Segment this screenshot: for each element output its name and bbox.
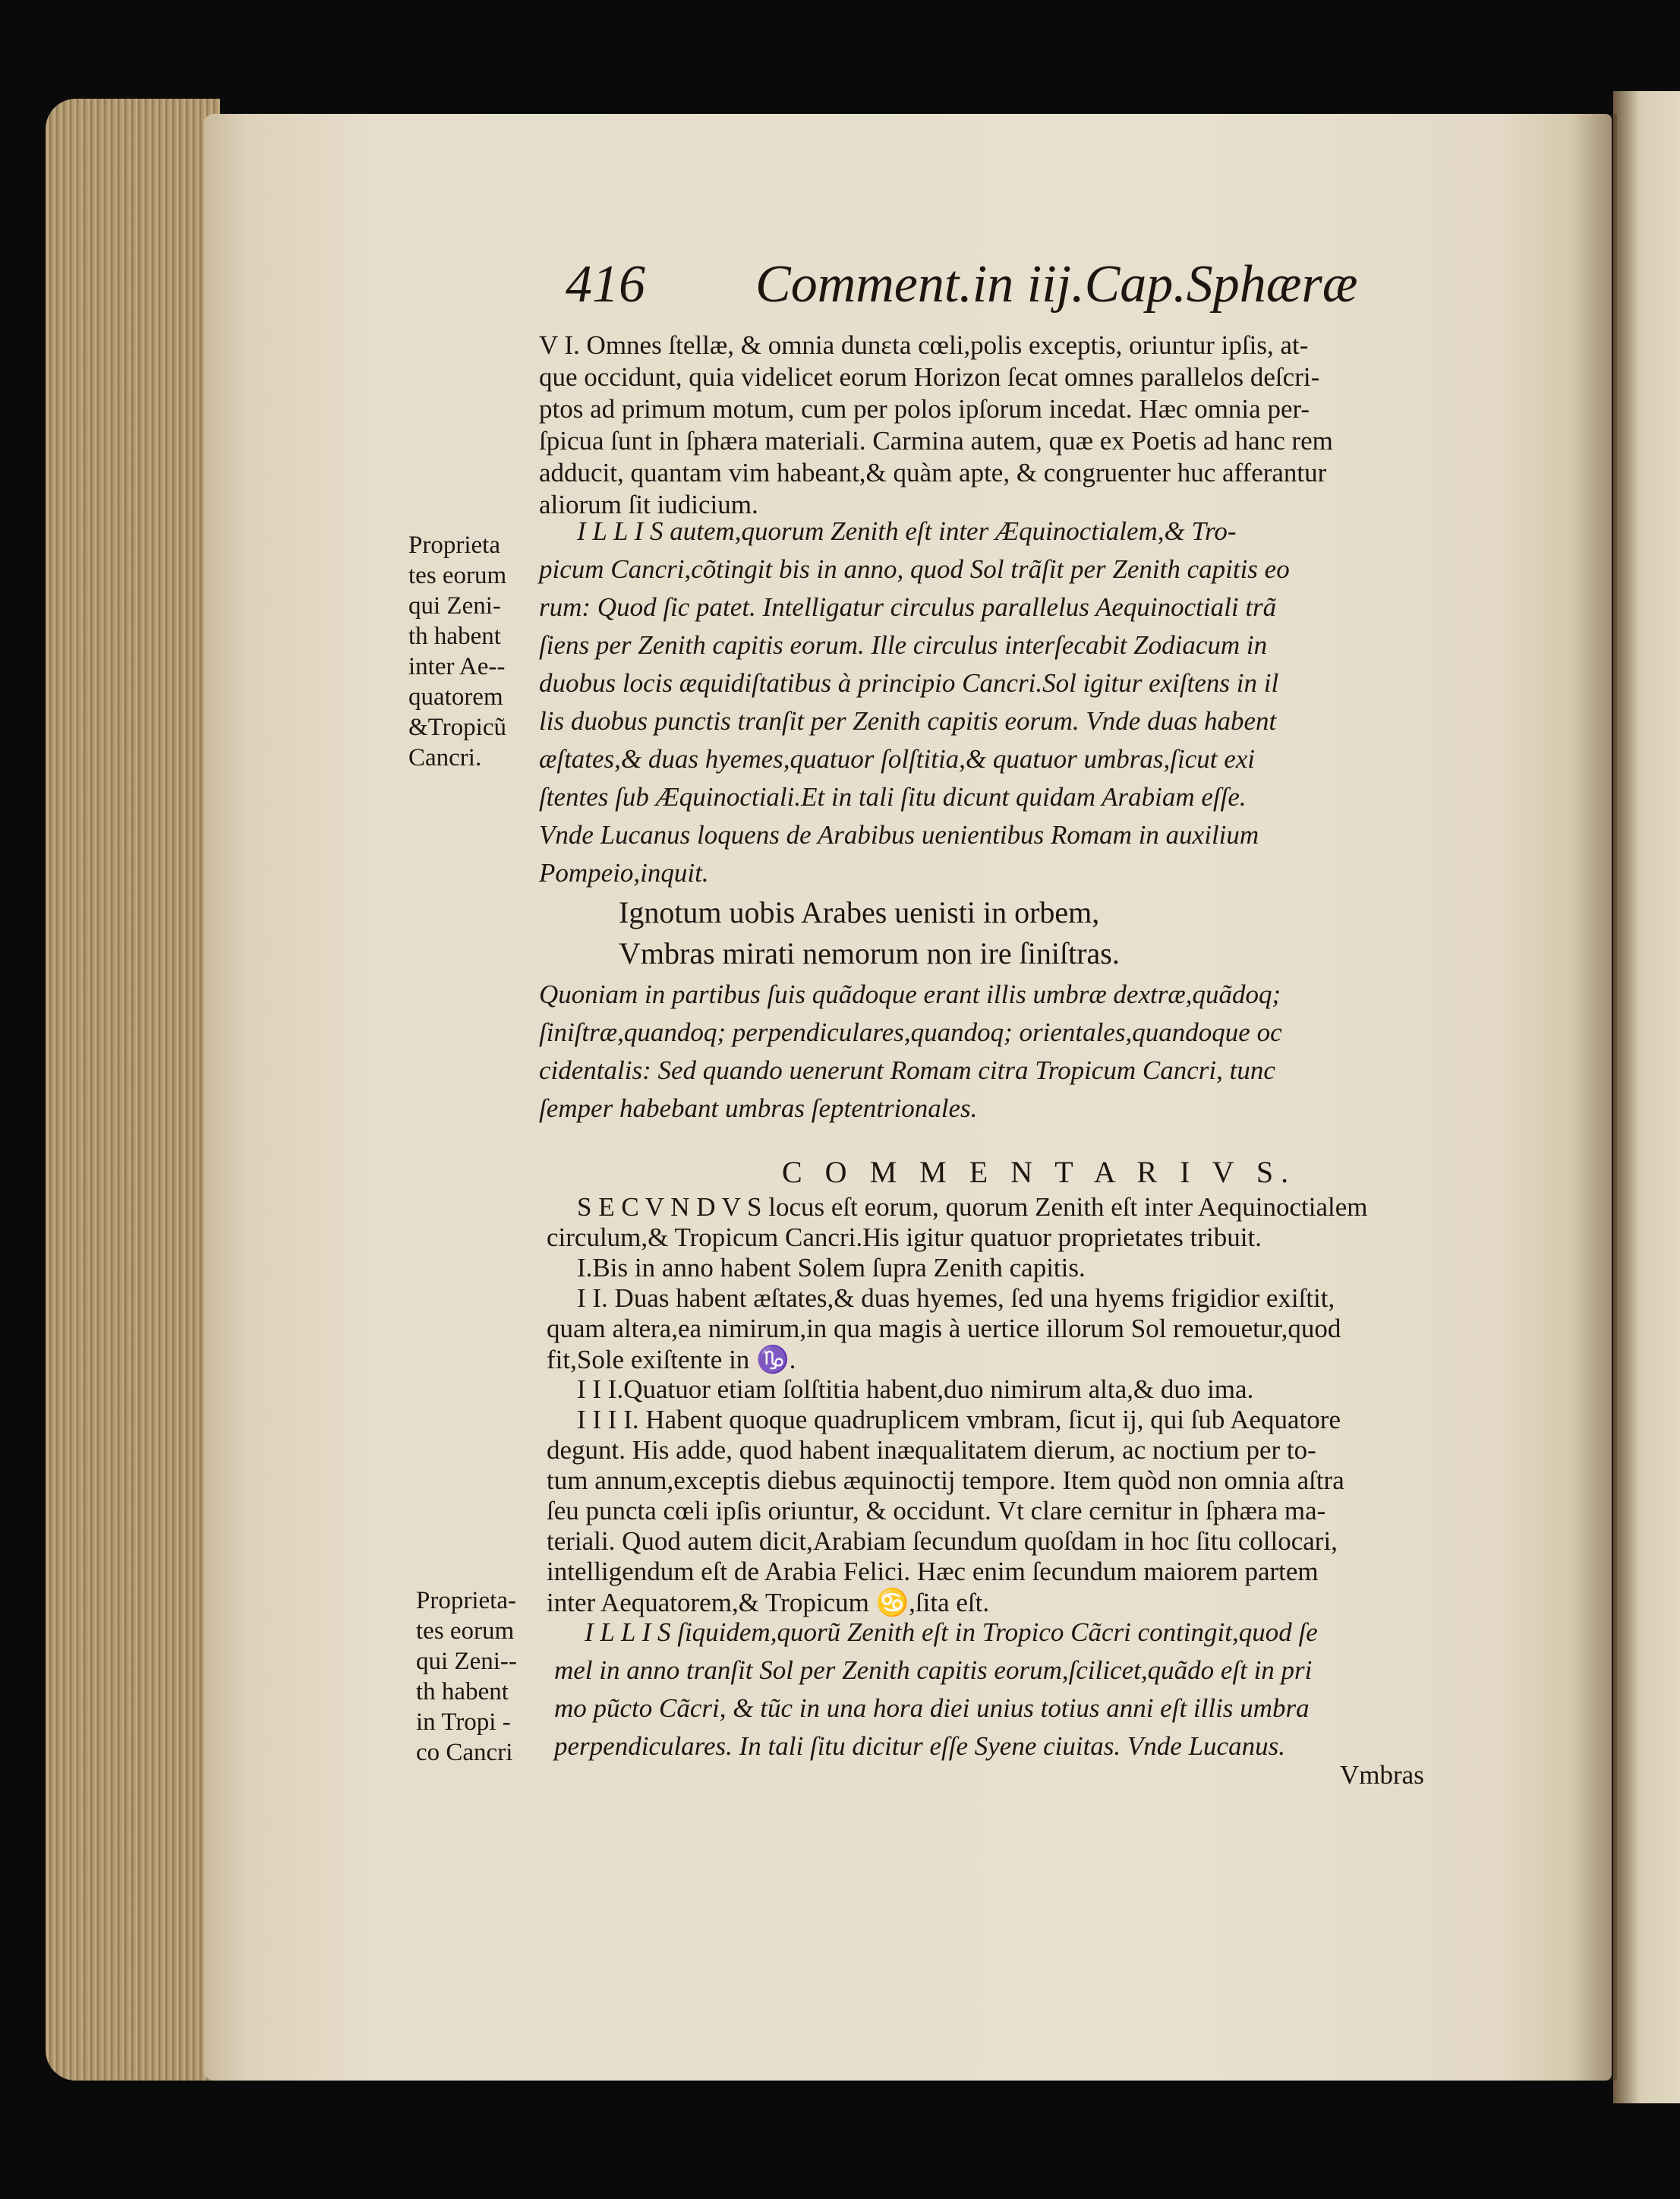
running-title: Comment.in iij.Cap.Sphæræ [755,255,1358,314]
text-line: teriali. Quod autem dicit,Arabiam ſecundum quoſdam in hoc ſitu collocari, [547,1526,1338,1556]
text-line: adducit, quantam vim habeant,& quàm apte, & congruenter huc afferantur [539,458,1327,487]
text-line: ſiens per Zenith capitis eorum. Ille circulus interſecabit Zodiacum in [539,630,1268,660]
text-line: inter Aequatorem,& Tropicum ♋,ſita eſt. [547,1588,990,1617]
margin-note-line: th habent [416,1678,509,1705]
text-line: I I I.Quatuor etiam ſolſtitia habent,duo nimirum alta,& duo ima. [577,1374,1254,1404]
text-line: Pompeio,inquit. [539,858,709,888]
text-line: degunt. His adde, quod habent inæqualitatem dierum, ac noctium per to- [547,1435,1316,1465]
text-line: duobus locis æquidiſtatibus à principio Cancri.Sol igitur exiſtens in il [539,668,1279,698]
commentarius-heading: C O M M E N T A R I V S. [782,1155,1297,1189]
text-line: que occidunt, quia videlicet eorum Horizon ſecat omnes parallelos deſcri- [539,362,1320,392]
text-line: ſpicua ſunt in ſphæra materiali. Carmina autem, quæ ex Poetis ad hanc rem [539,426,1333,456]
text-line: rum: Quod ſic patet. Intelligatur circulus parallelus Aequinoctiali trã [539,592,1277,622]
text-line: ſeu puncta cœli ipſis oriuntur, & occidunt. Vt clare cernitur in ſphæra ma- [547,1496,1326,1525]
margin-note-line: qui Zeni-- [416,1648,517,1675]
text-line: I I I I. Habent quoque quadruplicem vmbram, ſicut ij, qui ſub Aequatore [577,1405,1341,1434]
margin-note-line: Cancri. [408,744,482,771]
text-line: V I. Omnes ſtellæ, & omnia dunɛta cœli,polis exceptis, oriuntur ipſis, at- [539,330,1309,360]
page-edges [46,99,220,2081]
text-line: Vnde Lucanus loquens de Arabibus uenientibus Romam in auxilium [539,820,1259,850]
margin-note-line: in Tropi - [416,1708,511,1736]
catchword: Vmbras [1340,1760,1424,1790]
text-line: Quoniam in partibus ſuis quãdoque erant illis umbræ dextræ,quãdoq; [539,980,1281,1009]
text-line: intelligendum eſt de Arabia Felici. Hæc enim ſecundum maiorem partem [547,1557,1319,1586]
text-line: circulum,& Tropicum Cancri.His igitur quatuor proprietates tribuit. [547,1223,1262,1252]
facing-page-edge [1613,91,1680,2103]
text-line: I L L I S ſiquidem,quorũ Zenith eſt in Tropico Cãcri contingit,quod ſe [585,1617,1318,1647]
margin-note-line: quatorem [408,683,503,711]
margin-note-line: co Cancri [416,1739,513,1766]
text-line: ptos ad primum motum, cum per polos ipſorum incedat. Hæc omnia per- [539,394,1310,424]
margin-note-line: Proprieta [408,532,500,559]
text-line: I L L I S autem,quorum Zenith eſt inter Æquinoctialem,& Tro- [577,516,1237,546]
margin-note-line: th habent [408,623,501,650]
text-line: I.Bis in anno habent Solem ſupra Zenith capitis. [577,1253,1086,1282]
margin-note-line: &Tropicũ [408,714,506,741]
text-line: I I. Duas habent æſtates,& duas hyemes, ſed una hyems frigidior exiſtit, [577,1283,1335,1313]
text-line: aliorum ſit iudicium. [539,490,758,519]
margin-note-line: Proprieta- [416,1587,516,1614]
text-line: fit,Sole exiſtente in ♑. [547,1345,796,1374]
text-line: picum Cancri,cõtingit bis in anno, quod Sol trãſit per Zenith capitis eo [539,554,1290,584]
text-line: mel in anno tranſit Sol per Zenith capitis eorum,ſcilicet,quãdo eſt in pri [554,1655,1313,1685]
margin-note-line: qui Zeni- [408,592,501,620]
verse-line: Ignotum uobis Arabes uenisti in orbem, [619,895,1100,929]
text-line: mo pũcto Cãcri, & tũc in una hora diei unius totius anni eſt illis umbra [554,1693,1310,1723]
gutter-shadow [1571,114,1617,2081]
text-line: perpendiculares. In tali ſitu dicitur eſſe Syene ciuitas. Vnde Lucanus. [554,1731,1285,1761]
text-line: quam altera,ea nimirum,in qua magis à uertice illorum Sol remouetur,quod [547,1314,1341,1343]
text-line: cidentalis: Sed quando uenerunt Romam citra Tropicum Cancri, tunc [539,1055,1275,1085]
text-line: ſtentes ſub Æquinoctiali.Et in tali ſitu dicunt quidam Arabiam eſſe. [539,782,1247,812]
text-line: æſtates,& duas hyemes,quatuor ſolſtitia,& quatuor umbras,ſicut exi [539,744,1256,774]
verse-line: Vmbras mirati nemorum non ire ſiniſtras. [619,936,1120,970]
text-line: S E C V N D V S locus eſt eorum, quorum Zenith eſt inter Aequinoctialem [577,1192,1368,1222]
text-line: lis duobus punctis tranſit per Zenith capitis eorum. Vnde duas habent [539,706,1277,736]
margin-note-line: tes eorum [416,1617,515,1645]
page-number: 416 [566,255,645,314]
text-line: ſiniſtræ,quandoq; perpendiculares,quandoq; orientales,quandoque oc [539,1017,1282,1047]
margin-note-line: inter Ae-- [408,653,506,680]
text-line: tum annum,exceptis diebus æquinoctij tempore. Item quòd non omnia aſtra [547,1465,1344,1495]
text-line: ſemper habebant umbras ſeptentrionales. [539,1093,978,1123]
margin-note-line: tes eorum [408,562,507,589]
